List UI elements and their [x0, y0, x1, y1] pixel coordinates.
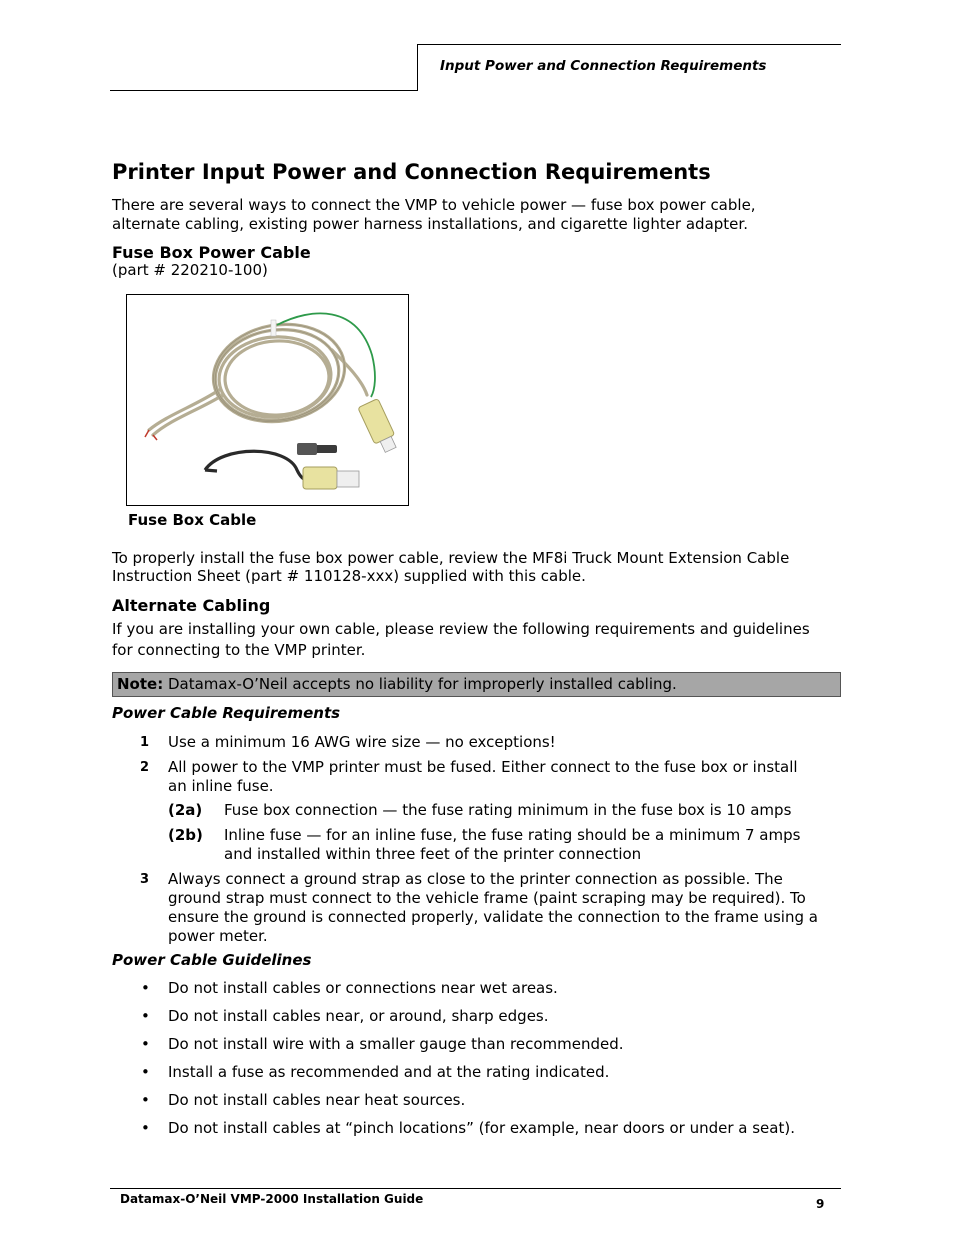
requirement-item — [168, 870, 840, 946]
req-line: All power to the VMP printer must be fused. Either connect to the fuse box or install — [168, 758, 798, 776]
subitem-line: Fuse box connection — the fuse rating minimum in the fuse box is 10 amps — [224, 801, 792, 819]
req-number: 3 — [140, 872, 150, 887]
install-line-1: To properly install the fuse box power cable, review the MF8i Truck Mount Extension Cable — [112, 549, 790, 567]
guidelines-heading: Power Cable Guidelines — [112, 951, 312, 969]
bullet: • — [141, 1007, 150, 1025]
note-body: Datamax-O’Neil accepts no liability for improperly installed cabling. — [163, 675, 677, 693]
req-number: 1 — [140, 735, 150, 750]
guideline-item: Install a fuse as recommended and at the rating indicated. — [168, 1063, 610, 1081]
req-line: ensure the ground is connected properly, validate the connection to the frame using a — [168, 908, 818, 926]
req-line: Always connect a ground strap as close to the printer connection as possible. The — [168, 870, 783, 888]
subitem-line: and installed within three feet of the printer connection — [224, 845, 642, 863]
req-number: 2 — [140, 760, 150, 775]
note-label: Note: — [117, 675, 164, 693]
req-line: an inline fuse. — [168, 777, 274, 795]
bullet: • — [141, 979, 150, 997]
footer-rule — [110, 1188, 841, 1189]
guideline-item: Do not install wire with a smaller gauge than recommended. — [168, 1035, 624, 1053]
bullet: • — [141, 1063, 150, 1081]
req-line: power meter. — [168, 927, 268, 945]
req-line: Use a minimum 16 AWG wire size — no exceptions! — [168, 733, 556, 751]
subitem-label: (2a) — [168, 801, 203, 819]
subitem — [224, 826, 840, 864]
intro-line-2: alternate cabling, existing power harness installations, and cigarette lighter adapter. — [112, 215, 748, 233]
install-line-2: Instruction Sheet (part # 110128-xxx) supplied with this cable. — [112, 567, 586, 585]
page-title: Printer Input Power and Connection Requirements — [112, 160, 711, 184]
fuse-box-part-number: (part # 220210-100) — [112, 261, 268, 279]
fuse-box-heading: Fuse Box Power Cable — [112, 243, 311, 262]
requirement-item — [168, 758, 840, 796]
alt-line-1: If you are installing your own cable, please review the following requirements and guidelines — [112, 620, 810, 638]
page-number: 9 — [816, 1197, 825, 1211]
guideline-item: Do not install cables or connections near wet areas. — [168, 979, 558, 997]
bullet: • — [141, 1091, 150, 1109]
figure-caption: Fuse Box Cable — [128, 511, 257, 529]
requirement-item — [168, 733, 840, 752]
header-left-rule — [110, 90, 418, 91]
note-bar — [112, 672, 841, 697]
bullet: • — [141, 1119, 150, 1137]
req-line: ground strap must connect to the vehicle frame (paint scraping may be required). To — [168, 889, 806, 907]
note-text — [117, 675, 677, 693]
guideline-item: Do not install cables near heat sources. — [168, 1091, 466, 1109]
cable-illustration — [127, 295, 408, 505]
fuse-box-cable-photo — [126, 294, 409, 506]
alternate-cabling-heading: Alternate Cabling — [112, 596, 271, 615]
subitem — [224, 801, 840, 820]
subitem-line: Inline fuse — for an inline fuse, the fuse rating should be a minimum 7 amps — [224, 826, 801, 844]
requirements-heading: Power Cable Requirements — [112, 704, 341, 722]
running-title: Input Power and Connection Requirements — [440, 58, 767, 74]
guideline-item: Do not install cables at “pinch locations” (for example, near doors or under a seat). — [168, 1119, 795, 1137]
subitem-label: (2b) — [168, 826, 203, 844]
footer-guide-title: Datamax-O’Neil VMP-2000 Installation Guide — [120, 1192, 424, 1206]
guideline-item: Do not install cables near, or around, sharp edges. — [168, 1007, 549, 1025]
intro-line-1: There are several ways to connect the VMP to vehicle power — fuse box power cable, — [112, 196, 756, 214]
bullet: • — [141, 1035, 150, 1053]
alt-line-2: for connecting to the VMP printer. — [112, 641, 366, 659]
